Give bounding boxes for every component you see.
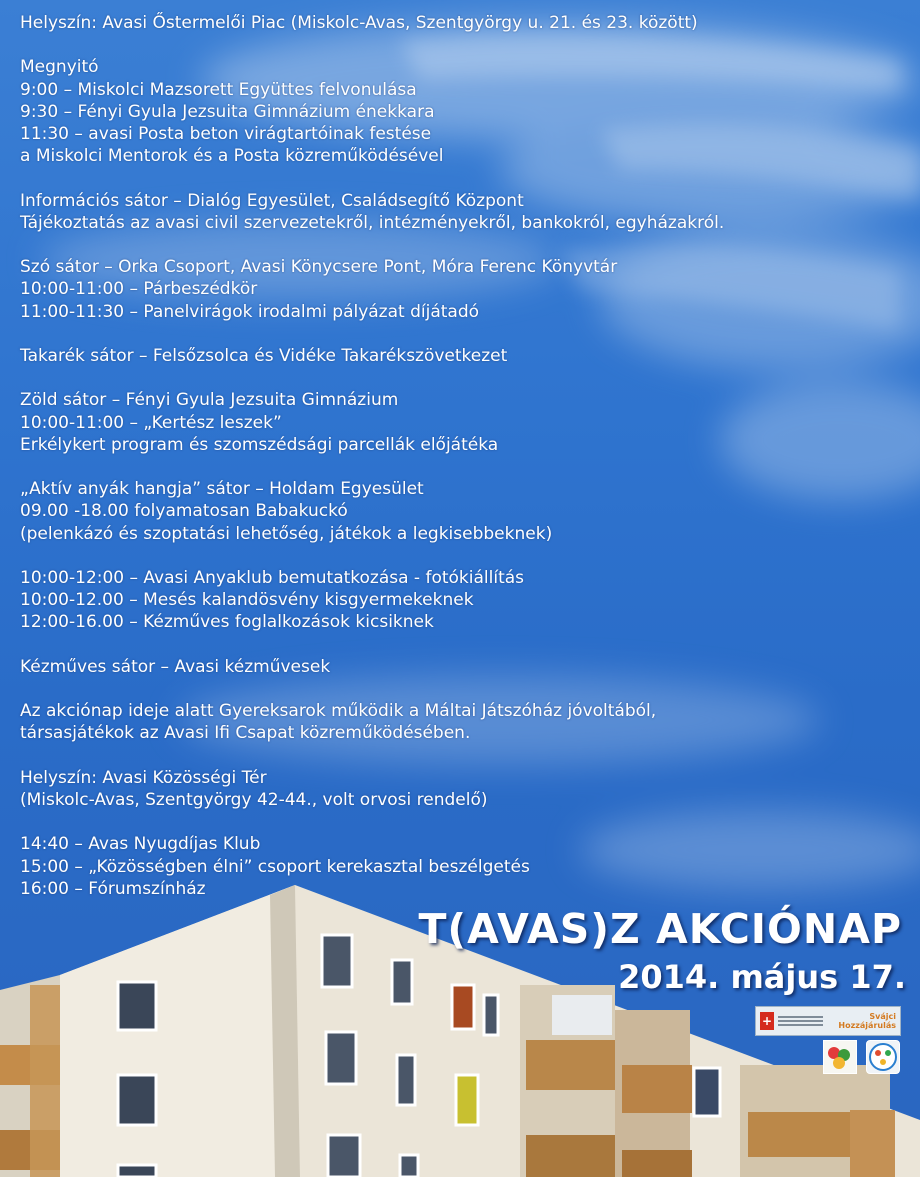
event-title: T(AVAS)Z AKCIÓNAP: [418, 905, 902, 953]
program-line: 10:00-11:00 – „Kertész leszek”: [20, 412, 282, 433]
program-line: 14:40 – Avas Nyugdíjas Klub: [20, 834, 261, 855]
program-line: 10:00-12.00 – Mesés kalandösvény kisgyermekeknek: [20, 590, 474, 611]
program-line: Információs sátor – Dialóg Egyesület, Családsegítő Központ: [20, 190, 524, 211]
block-mothers-schedule: [20, 567, 900, 634]
event-date: 2014. május 17.: [618, 958, 906, 996]
program-line: Zöld sátor – Fényi Gyula Jezsuita Gimnázium: [20, 390, 399, 411]
program-line: Szó sátor – Orka Csoport, Avasi Könycsere Pont, Móra Ferenc Könyvtár: [20, 257, 618, 278]
program-line: 11:30 – avasi Posta beton virágtartóinak festése: [20, 124, 432, 144]
partner-logo-icon: [823, 1040, 857, 1074]
program-line: 11:00-11:30 – Panelvirágok irodalmi pályázat díjátadó: [20, 301, 480, 322]
block-location-community: [20, 767, 900, 811]
sponsor-label-line1: Svájci: [869, 1012, 896, 1021]
program-line: „Aktív anyák hangja” sátor – Holdam Egyesület: [20, 479, 424, 500]
program-line: 9:30 – Fényi Gyula Jezsuita Gimnázium énekkara: [20, 101, 435, 122]
block-green-tent: [20, 389, 900, 456]
program-line: Erkélykert program és szomszédsági parcellák előjátéka: [20, 434, 499, 455]
sponsor-text-lines: [778, 1016, 834, 1026]
program-line: 10:00-12:00 – Avasi Anyaklub bemutatkozása - fotókiállítás: [20, 567, 525, 588]
block-savings-tent: [20, 345, 900, 367]
swiss-contribution-logo: [755, 1006, 901, 1036]
block-mothers-tent: [20, 478, 900, 545]
program-line: 15:00 – „Közösségben élni” csoport kerekasztal beszélgetés: [20, 856, 530, 877]
program-line: Megnyitó: [20, 57, 99, 78]
program-line: Az akciónap ideje alatt Gyereksarok működik a Máltai Játszóház jóvoltából,: [20, 701, 657, 722]
program-line: a Miskolci Mentorok és a Posta közreműködésével: [20, 146, 444, 167]
program-line: 9:00 – Miskolci Mazsorett Együttes felvonulása: [20, 79, 417, 100]
block-afternoon: [20, 833, 900, 900]
block-location-market: [20, 12, 900, 34]
program-line: 16:00 – Fórumszínház: [20, 878, 206, 899]
program-line: 10:00-11:00 – Párbeszédkör: [20, 279, 258, 300]
program-line: Kézműves sátor – Avasi kézművesek: [20, 656, 331, 677]
program-line: Tájékoztatás az avasi civil szervezetekről, intézményekről, bankokról, egyházakról.: [20, 212, 725, 233]
partner-logo-2-icon: [866, 1040, 900, 1074]
block-crafts-tent: [20, 656, 900, 678]
program-schedule: [20, 12, 900, 922]
program-line: (pelenkázó és szoptatási lehetőség, játékok a legkisebbeknek): [20, 523, 553, 544]
program-line: Helyszín: Avasi Közösségi Tér: [20, 767, 267, 788]
block-kids-corner: [20, 700, 900, 744]
program-line: 12:00-16.00 – Kézműves foglalkozások kicsiknek: [20, 612, 434, 633]
swiss-cross-icon: +: [761, 1014, 773, 1028]
sponsor-label: [838, 1012, 896, 1030]
program-line: Helyszín: Avasi Őstermelői Piac (Miskolc-Avas, Szentgyörgy u. 21. és 23. között): [20, 13, 698, 33]
program-line: Takarék sátor – Felsőzsolca és Vidéke Takarékszövetkezet: [20, 345, 508, 366]
program-line: társasjátékok az Avasi Ifi Csapat közreműködésében.: [20, 723, 471, 744]
program-line: (Miskolc-Avas, Szentgyörgy 42-44., volt orvosi rendelő): [20, 789, 488, 810]
sponsor-label-line2: Hozzájárulás: [838, 1021, 896, 1030]
block-opening: [20, 56, 900, 167]
block-info-tent: [20, 190, 900, 234]
program-line: 09.00 -18.00 folyamatosan Babakuckó: [20, 501, 348, 522]
block-word-tent: [20, 256, 900, 323]
